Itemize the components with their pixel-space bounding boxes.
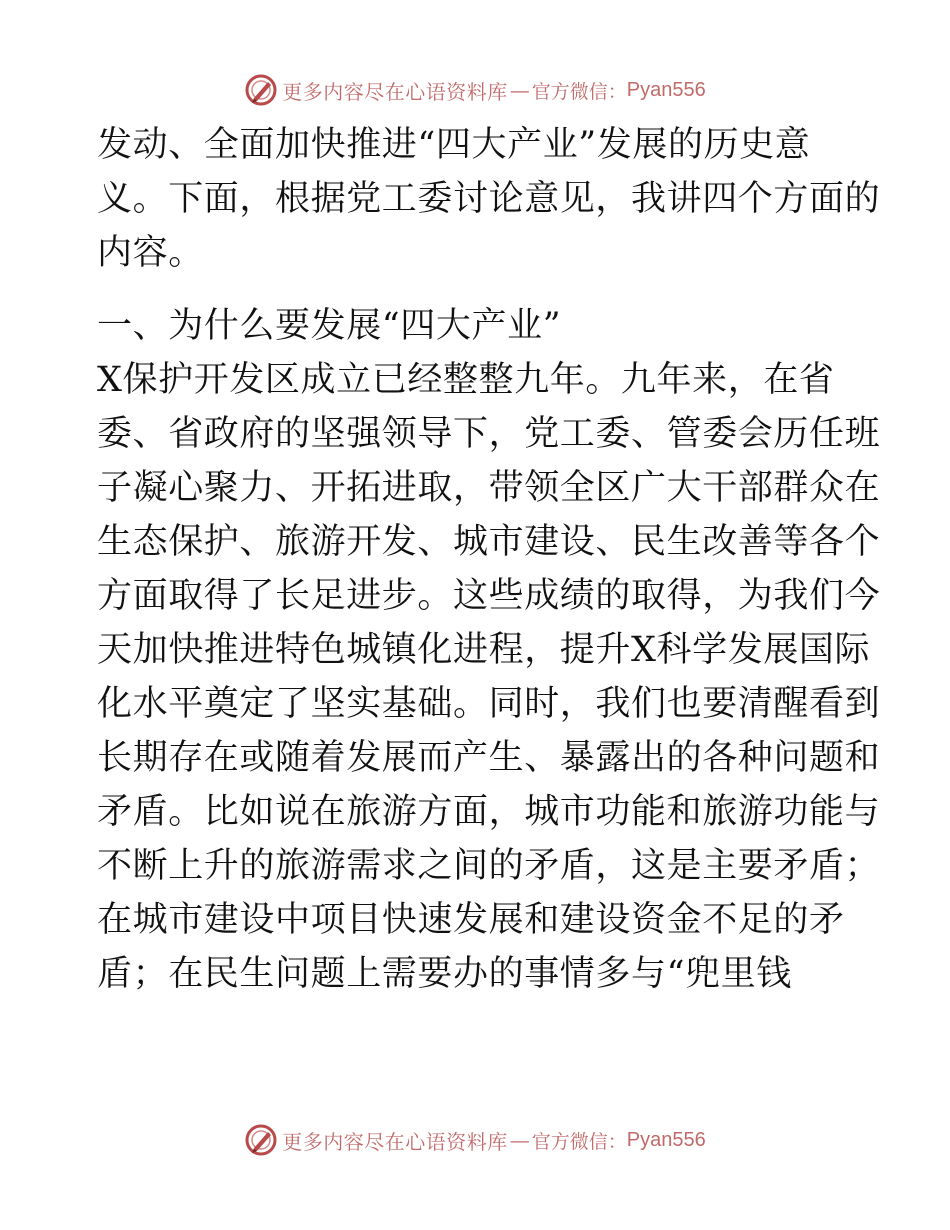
text-line: 方面取得了长足进步。这些成绩的取得，为我们今 bbox=[97, 576, 881, 616]
watermark-dash: — bbox=[509, 78, 530, 102]
text-line: 长期存在或随着发展而产生、暴露出的各种问题和 bbox=[97, 738, 881, 778]
pen-circle-logo-icon bbox=[244, 73, 278, 107]
footer-watermark bbox=[0, 1120, 950, 1160]
watermark-wechat-id: Pyan556 bbox=[626, 1128, 706, 1151]
watermark-dash: — bbox=[509, 1128, 530, 1152]
watermark-official-label: 官方微信： bbox=[531, 1130, 627, 1153]
paragraph-2 bbox=[97, 353, 881, 1001]
watermark-official-label: 官方微信： bbox=[531, 80, 627, 103]
text-line: 义。下面，根据党工委讨论意见，我讲四个方面的 bbox=[97, 179, 881, 219]
text-line: 内容。 bbox=[97, 233, 204, 273]
header-watermark bbox=[0, 70, 950, 110]
paragraph-1 bbox=[97, 118, 881, 280]
text-line: 矛盾。比如说在旅游方面，城市功能和旅游功能与 bbox=[97, 792, 881, 832]
watermark-wechat-id: Pyan556 bbox=[626, 78, 706, 101]
text-line: 盾；在民生问题上需要办的事情多与“兜里钱 bbox=[97, 954, 792, 994]
watermark-site-text: 更多内容尽在心语资料库 bbox=[282, 1129, 508, 1154]
section-heading: 一、为什么要发展“四大产业” bbox=[97, 306, 562, 346]
text-line: 在城市建设中项目快速发展和建设资金不足的矛 bbox=[97, 900, 845, 940]
text-line: 发动、全面加快推进“四大产业”发展的历史意 bbox=[97, 125, 811, 165]
text-line: 化水平奠定了坚实基础。同时，我们也要清醒看到 bbox=[97, 684, 881, 724]
document-body bbox=[97, 118, 881, 1001]
text-line: 生态保护、旅游开发、城市建设、民生改善等各个 bbox=[97, 522, 881, 562]
text-line: 子凝心聚力、开拓进取，带领全区广大干部群众在 bbox=[97, 468, 881, 508]
text-line: 委、省政府的坚强领导下，党工委、管委会历任班 bbox=[97, 414, 881, 454]
watermark-site-text: 更多内容尽在心语资料库 bbox=[282, 79, 508, 104]
text-line: 不断上升的旅游需求之间的矛盾，这是主要矛盾； bbox=[97, 846, 881, 886]
text-line: X保护开发区成立已经整整九年。九年来，在省 bbox=[97, 360, 835, 400]
text-line: 天加快推进特色城镇化进程，提升X科学发展国际 bbox=[97, 630, 871, 670]
pen-circle-logo-icon bbox=[244, 1123, 278, 1157]
